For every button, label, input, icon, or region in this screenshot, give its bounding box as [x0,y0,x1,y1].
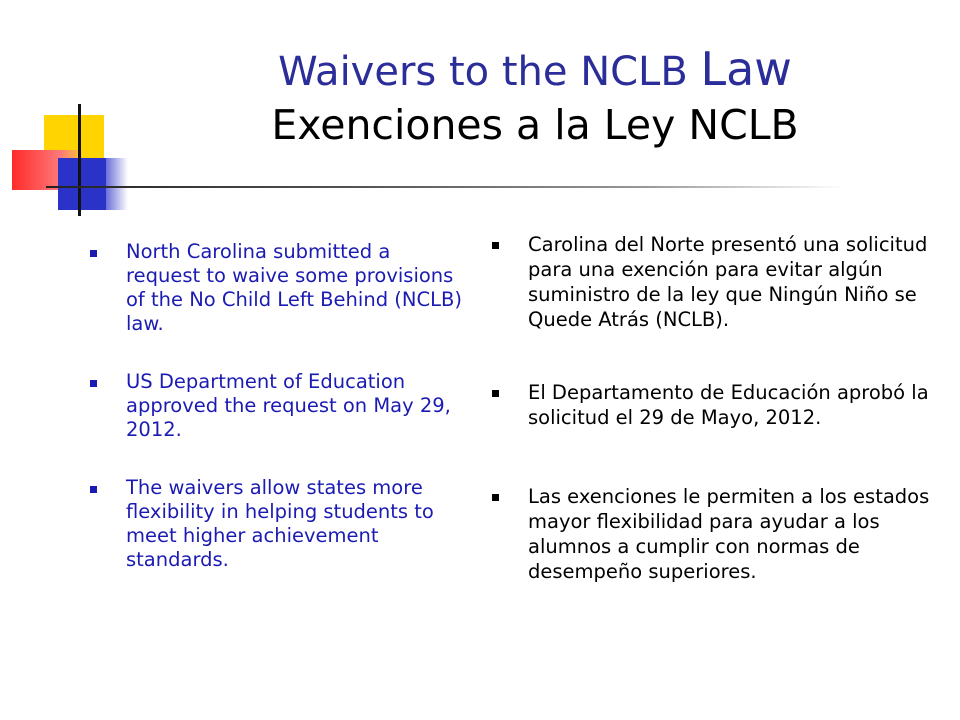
title-spanish: Exenciones a la Ley NCLB [271,101,799,150]
decorative-blue-fade [106,158,128,210]
title-divider-line [46,186,846,188]
spanish-bullet-item [490,380,940,430]
spanish-bullet-text: Carolina del Norte presentó una solicitud para una exención para evitar algún suministro de la ley que Ningún Niño se Quede Atrás (NCLB). [528,233,928,331]
english-bullet-text: US Department of Education approved the request on May 29, 2012. [126,370,451,441]
bullet-square-icon [90,250,97,257]
english-bullet-text: North Carolina submitted a request to waive some provisions of the No Child Left Behind (NCLB) law. [126,240,462,335]
english-column [88,240,468,572]
spanish-column [490,232,940,584]
title-english-main: Waivers to the NCLB [278,49,701,95]
spanish-bullet-item [490,484,940,584]
spanish-bullet-item [490,232,940,332]
english-bullet-text: The waivers allow states more flexibility in helping students to meet higher achievement standards. [126,476,434,571]
decorative-vertical-line [78,104,81,216]
english-bullet-item [88,240,468,336]
bullet-square-icon [90,486,97,493]
bullet-square-icon [492,242,499,249]
spanish-bullet-text: Las exenciones le permiten a los estados mayor flexibilidad para ayudar a los alumnos a cumplir con normas de desempeño superiores. [528,485,930,583]
title-english [150,42,920,97]
bullet-square-icon [492,494,499,501]
english-bullet-item [88,370,468,442]
bullet-square-icon [492,390,499,397]
title-english-law: Law [700,42,792,96]
slide-title [150,42,920,150]
decorative-blue-square [58,158,106,210]
spanish-bullet-text: El Departamento de Educación aprobó la solicitud el 29 de Mayo, 2012. [528,381,929,429]
bullet-square-icon [90,380,97,387]
english-bullet-item [88,476,468,572]
